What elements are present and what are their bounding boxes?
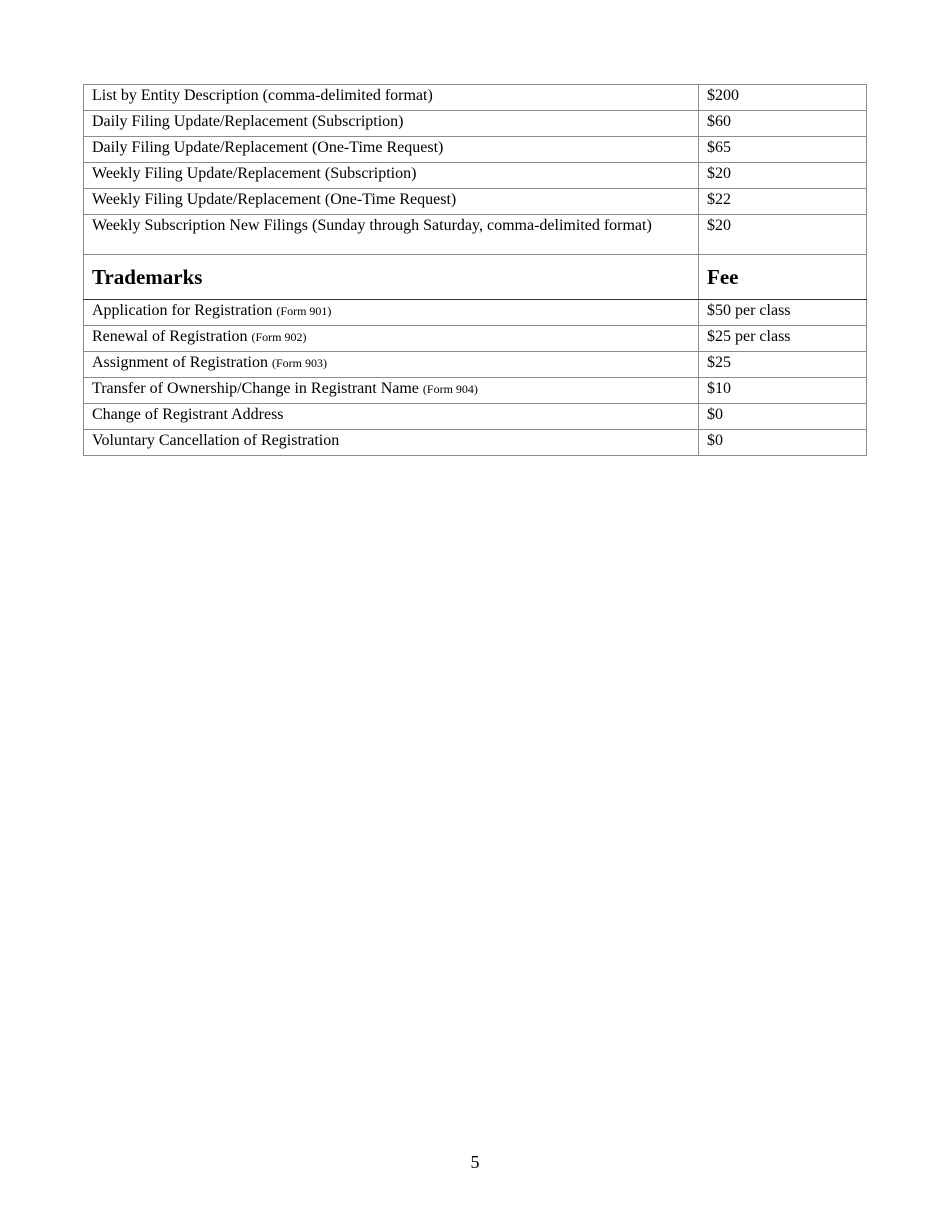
table-row <box>84 137 867 163</box>
table-row <box>84 163 867 189</box>
service-description: Application for Registration <box>92 302 273 319</box>
table-row <box>84 215 867 255</box>
section-title: Trademarks <box>84 255 699 300</box>
table-row <box>84 430 867 456</box>
table-row <box>84 111 867 137</box>
service-description: Transfer of Ownership/Change in Registrant Name <box>92 380 419 397</box>
service-description: Weekly Subscription New Filings (Sunday through Saturday, comma-delimited format) <box>84 215 699 255</box>
service-description: Change of Registrant Address <box>92 406 284 423</box>
service-fee: $0 <box>699 404 867 430</box>
trademark-service-cell <box>84 300 699 326</box>
service-fee: $25 <box>699 352 867 378</box>
service-description: Voluntary Cancellation of Registration <box>92 432 340 449</box>
service-description: Daily Filing Update/Replacement (One-Time Request) <box>84 137 699 163</box>
service-description: List by Entity Description (comma-delimited format) <box>84 85 699 111</box>
service-description: Weekly Filing Update/Replacement (One-Time Request) <box>84 189 699 215</box>
fee-column-header: Fee <box>699 255 867 300</box>
service-fee: $20 <box>699 163 867 189</box>
table-row <box>84 189 867 215</box>
table-row <box>84 404 867 430</box>
table-row <box>84 326 867 352</box>
table-row <box>84 85 867 111</box>
form-reference: (Form 902) <box>251 330 307 344</box>
service-description: Daily Filing Update/Replacement (Subscription) <box>84 111 699 137</box>
service-description: Renewal of Registration <box>92 328 248 345</box>
table-row <box>84 300 867 326</box>
trademark-service-cell <box>84 326 699 352</box>
form-reference: (Form 903) <box>271 356 327 370</box>
service-fee: $0 <box>699 430 867 456</box>
service-description: Assignment of Registration <box>92 354 268 371</box>
table-row <box>84 352 867 378</box>
service-description: Weekly Filing Update/Replacement (Subscription) <box>84 163 699 189</box>
fee-table <box>83 84 867 456</box>
service-fee: $10 <box>699 378 867 404</box>
service-fee: $200 <box>699 85 867 111</box>
page-number: 5 <box>470 1152 480 1172</box>
trademark-service-cell <box>84 430 699 456</box>
trademark-service-cell <box>84 404 699 430</box>
service-fee: $25 per class <box>699 326 867 352</box>
table-row <box>84 378 867 404</box>
trademark-service-cell <box>84 378 699 404</box>
service-fee: $60 <box>699 111 867 137</box>
service-fee: $50 per class <box>699 300 867 326</box>
form-reference: (Form 904) <box>422 382 478 396</box>
service-fee: $65 <box>699 137 867 163</box>
form-reference: (Form 901) <box>276 304 332 318</box>
trademark-service-cell <box>84 352 699 378</box>
service-fee: $20 <box>699 215 867 255</box>
service-fee: $22 <box>699 189 867 215</box>
section-header-row <box>84 255 867 300</box>
